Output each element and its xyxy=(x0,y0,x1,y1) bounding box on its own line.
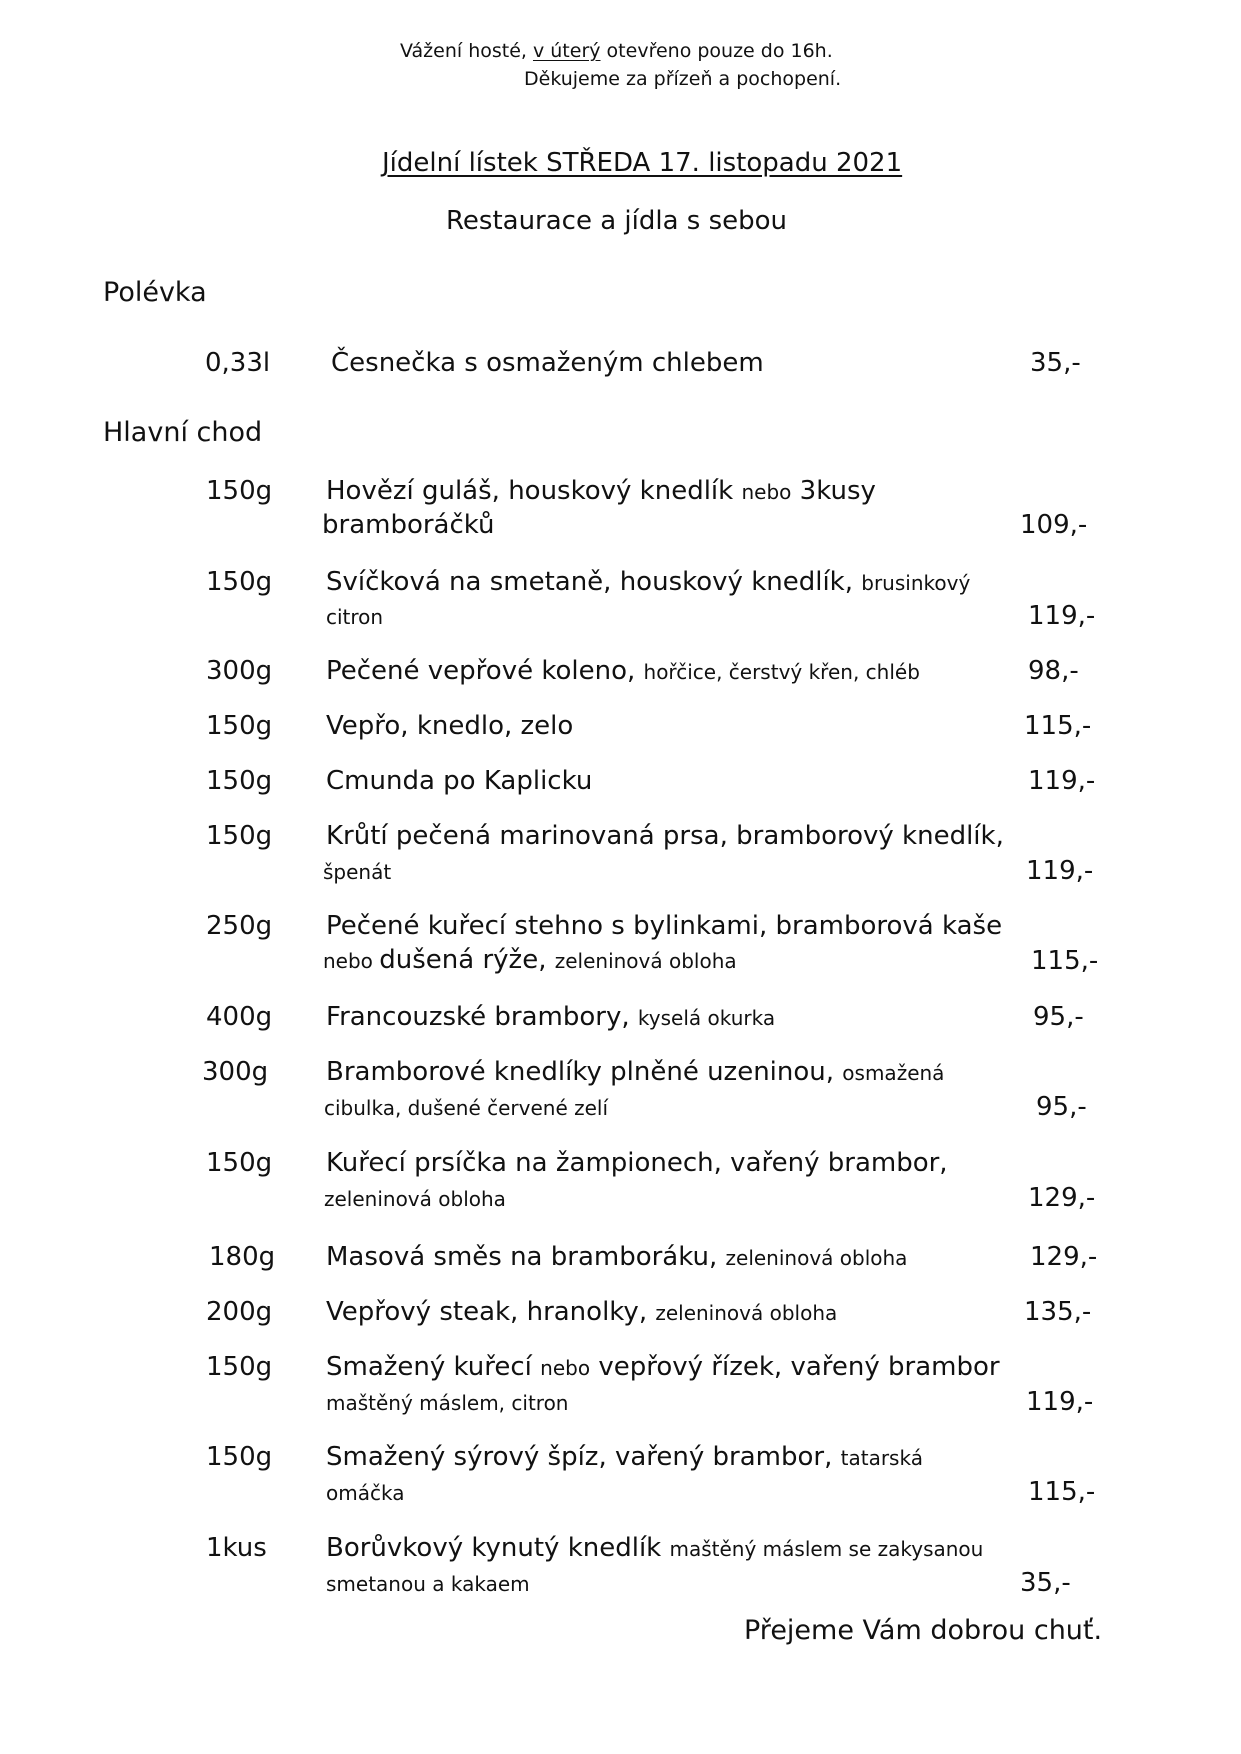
menu-item-name xyxy=(326,476,876,506)
page-title: Jídelní lístek STŘEDA 17. listopadu 2021 xyxy=(382,148,903,178)
menu-item-name: Cmunda po Kaplicku xyxy=(326,766,593,796)
page-subtitle: Restaurace a jídla s sebou xyxy=(446,206,788,236)
menu-item-name xyxy=(326,1002,775,1032)
dish-text: Borůvkový kynutý knedlík xyxy=(326,1533,670,1563)
menu-item-note: maštěný máslem, citron xyxy=(326,1391,569,1415)
dish-note: brusinkový xyxy=(861,571,971,595)
menu-item-name xyxy=(326,1442,923,1472)
menu-item-note: špenát xyxy=(323,860,392,884)
menu-item-name xyxy=(326,1352,1000,1382)
menu-item-note: citron xyxy=(326,605,384,629)
dish-note: tatarská xyxy=(840,1446,923,1470)
menu-item-name: Vepřo, knedlo, zelo xyxy=(326,711,574,741)
menu-item-name xyxy=(326,1297,837,1327)
menu-item-price: 115,- xyxy=(1031,946,1099,976)
menu-item-name xyxy=(326,567,970,597)
menu-item-portion: 1kus xyxy=(206,1533,267,1563)
section-heading-main: Hlavní chod xyxy=(103,417,263,448)
dish-text: Svíčková na smetaně, houskový knedlík, xyxy=(326,567,862,597)
section-heading-soup: Polévka xyxy=(103,277,207,308)
soup-price: 35,- xyxy=(1030,348,1081,378)
menu-item-name xyxy=(326,1533,983,1563)
menu-item-portion: 200g xyxy=(206,1297,273,1327)
dish-text: vepřový řízek, vařený brambor xyxy=(590,1352,1000,1382)
dish-text: Masová směs na bramboráku, xyxy=(326,1242,726,1272)
menu-item-name: Krůtí pečená marinovaná prsa, bramborový knedlík, xyxy=(326,821,1004,851)
dish-note: kyselá okurka xyxy=(637,1006,776,1030)
dish-note: zeleninová obloha xyxy=(554,949,737,973)
notice-line-2: Děkujeme za přízeň a pochopení. xyxy=(524,68,842,90)
menu-item-price: 115,- xyxy=(1028,1477,1096,1507)
menu-item-price: 135,- xyxy=(1024,1297,1092,1327)
menu-item-portion: 150g xyxy=(206,567,273,597)
menu-item-price: 115,- xyxy=(1024,711,1092,741)
dish-note: osmažená xyxy=(842,1061,945,1085)
dish-text: Pečené vepřové koleno, xyxy=(326,656,644,686)
dish-text: Smažený kuřecí xyxy=(326,1352,541,1382)
menu-item-price: 109,- xyxy=(1020,510,1088,540)
menu-item-price: 95,- xyxy=(1033,1002,1084,1032)
menu-item-name-cont xyxy=(323,945,737,975)
menu-item-note: omáčka xyxy=(326,1481,405,1505)
notice-day: v úterý xyxy=(532,40,601,62)
dish-note: nebo xyxy=(741,480,792,504)
dish-text: Francouzské brambory, xyxy=(326,1002,638,1032)
closing-message: Přejeme Vám dobrou chuť. xyxy=(744,1615,1103,1646)
menu-item-price: 119,- xyxy=(1026,856,1094,886)
menu-item-name: Kuřecí prsíčka na žampionech, vařený brambor, xyxy=(326,1148,948,1178)
menu-item-portion: 400g xyxy=(206,1002,273,1032)
menu-item-portion: 150g xyxy=(206,766,273,796)
dish-note: nebo xyxy=(540,1356,591,1380)
menu-item-portion: 150g xyxy=(206,821,273,851)
menu-item-name-cont: bramboráčků xyxy=(322,510,495,540)
notice-text: otevřeno pouze do 16h. xyxy=(600,40,833,62)
menu-item-portion: 150g xyxy=(206,711,273,741)
dish-text: Smažený sýrový špíz, vařený brambor, xyxy=(326,1442,841,1472)
menu-item-note: zeleninová obloha xyxy=(324,1187,506,1211)
menu-item-portion: 300g xyxy=(202,1057,269,1087)
soup-portion: 0,33l xyxy=(205,348,271,378)
menu-item-price: 119,- xyxy=(1028,601,1096,631)
menu-item-portion: 180g xyxy=(209,1242,276,1272)
menu-item-price: 119,- xyxy=(1028,766,1096,796)
soup-dish-name: Česnečka s osmaženým chlebem xyxy=(331,348,764,378)
menu-item-price: 98,- xyxy=(1028,656,1079,686)
dish-text: dušená rýže, xyxy=(379,945,555,975)
dish-note: zeleninová obloha xyxy=(725,1246,908,1270)
dish-note: hořčice, čerstvý křen, chléb xyxy=(643,660,920,684)
menu-item-portion: 150g xyxy=(206,1352,273,1382)
menu-item-name xyxy=(326,656,920,686)
notice-text: Vážení hosté, xyxy=(400,40,533,62)
menu-item-portion: 150g xyxy=(206,1442,273,1472)
menu-item-price: 95,- xyxy=(1036,1092,1087,1122)
menu-item-name xyxy=(326,1057,944,1087)
menu-item-note: cibulka, dušené červené zelí xyxy=(324,1096,609,1120)
menu-item-price: 119,- xyxy=(1026,1387,1094,1417)
menu-item-price: 129,- xyxy=(1028,1183,1096,1213)
menu-item-portion: 300g xyxy=(206,656,273,686)
dish-note: maštěný máslem se zakysanou xyxy=(669,1537,984,1561)
dish-text: Vepřový steak, hranolky, xyxy=(326,1297,656,1327)
menu-item-price: 35,- xyxy=(1020,1568,1071,1598)
menu-item-price: 129,- xyxy=(1030,1242,1098,1272)
menu-item-note: smetanou a kakaem xyxy=(326,1572,530,1596)
dish-text: Bramborové knedlíky plněné uzeninou, xyxy=(326,1057,843,1087)
dish-note: zeleninová obloha xyxy=(655,1301,838,1325)
dish-text: 3kusy xyxy=(791,476,876,506)
menu-item-name xyxy=(326,1242,907,1272)
notice-line-1 xyxy=(400,37,833,65)
menu-item-portion: 250g xyxy=(206,911,273,941)
dish-note: nebo xyxy=(323,949,380,973)
dish-text: Hovězí guláš, houskový knedlík xyxy=(326,476,742,506)
menu-item-portion: 150g xyxy=(206,1148,273,1178)
menu-item-name: Pečené kuřecí stehno s bylinkami, bramborová kaše xyxy=(326,911,1003,941)
menu-item-portion: 150g xyxy=(206,476,273,506)
